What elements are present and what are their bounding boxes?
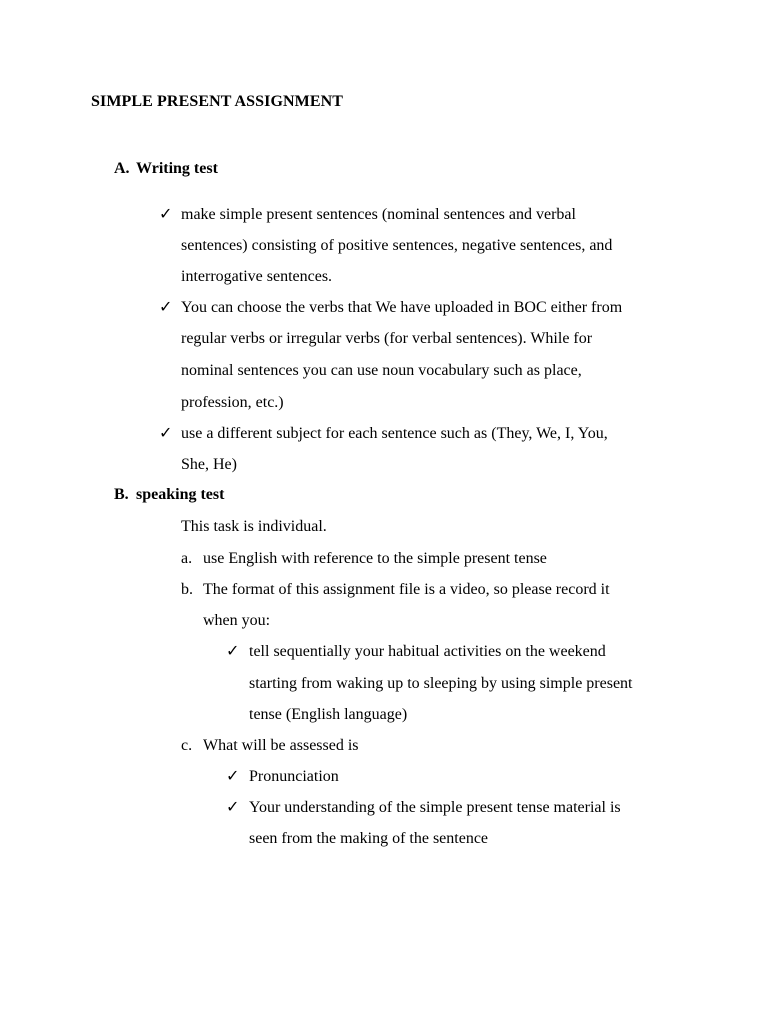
checkmark-icon: ✓: [226, 643, 240, 660]
section-a-item-2-line-2: regular verbs or irregular verbs (for verbal sentences). While for: [181, 330, 593, 347]
section-a-letter: A.: [114, 160, 130, 177]
section-a-item-3-line-2: She, He): [181, 456, 237, 473]
section-b-title: speaking test: [136, 486, 225, 503]
section-a-item-2-line-1: You can choose the verbs that We have uploaded in BOC either from: [181, 299, 623, 316]
list-marker-b: b.: [181, 581, 193, 598]
section-b-item-b-sub-1-line-3: tense (English language): [249, 706, 408, 723]
section-b-item-b-line-1: The format of this assignment file is a video, so please record it: [203, 581, 610, 598]
section-a-item-1-line-3: interrogative sentences.: [181, 268, 333, 285]
section-a-item-2-line-3: nominal sentences you can use noun vocabulary such as place,: [181, 362, 582, 379]
section-b-item-c-sub-1-line-1: Pronunciation: [249, 768, 339, 785]
section-b-item-a-line-1: use English with reference to the simple present tense: [203, 550, 547, 567]
section-a-item-2-line-4: profession, etc.): [181, 394, 284, 411]
list-marker-a: a.: [181, 550, 193, 567]
section-b-letter: B.: [114, 486, 129, 503]
section-b-item-c-sub-2-line-1: Your understanding of the simple present tense material is: [249, 799, 621, 816]
section-a-item-1-line-2: sentences) consisting of positive sentences, negative sentences, and: [181, 237, 613, 254]
section-b-item-c-sub-2-line-2: seen from the making of the sentence: [249, 830, 489, 847]
section-a-item-1-line-1: make simple present sentences (nominal sentences and verbal: [181, 206, 576, 223]
section-a-heading: [114, 160, 218, 178]
checkmark-icon: ✓: [226, 799, 240, 816]
section-a-item-3-line-1: use a different subject for each sentence such as (They, We, I, You,: [181, 425, 608, 442]
section-b-item-b-line-2: when you:: [203, 612, 271, 629]
checkmark-icon: ✓: [159, 206, 173, 223]
section-b-intro: This task is individual.: [181, 518, 327, 535]
checkmark-icon: ✓: [226, 768, 240, 785]
section-b-item-b-sub-1-line-1: tell sequentially your habitual activities on the weekend: [249, 643, 606, 660]
section-a-title: Writing test: [136, 160, 218, 177]
checkmark-icon: ✓: [159, 425, 173, 442]
section-b-heading: [114, 486, 224, 504]
section-b-item-c-line-1: What will be assessed is: [203, 737, 359, 754]
section-b-item-b-sub-1-line-2: starting from waking up to sleeping by using simple present: [249, 675, 633, 692]
checkmark-icon: ✓: [159, 299, 173, 316]
list-marker-c: c.: [181, 737, 193, 754]
document-title: SIMPLE PRESENT ASSIGNMENT: [91, 93, 344, 110]
